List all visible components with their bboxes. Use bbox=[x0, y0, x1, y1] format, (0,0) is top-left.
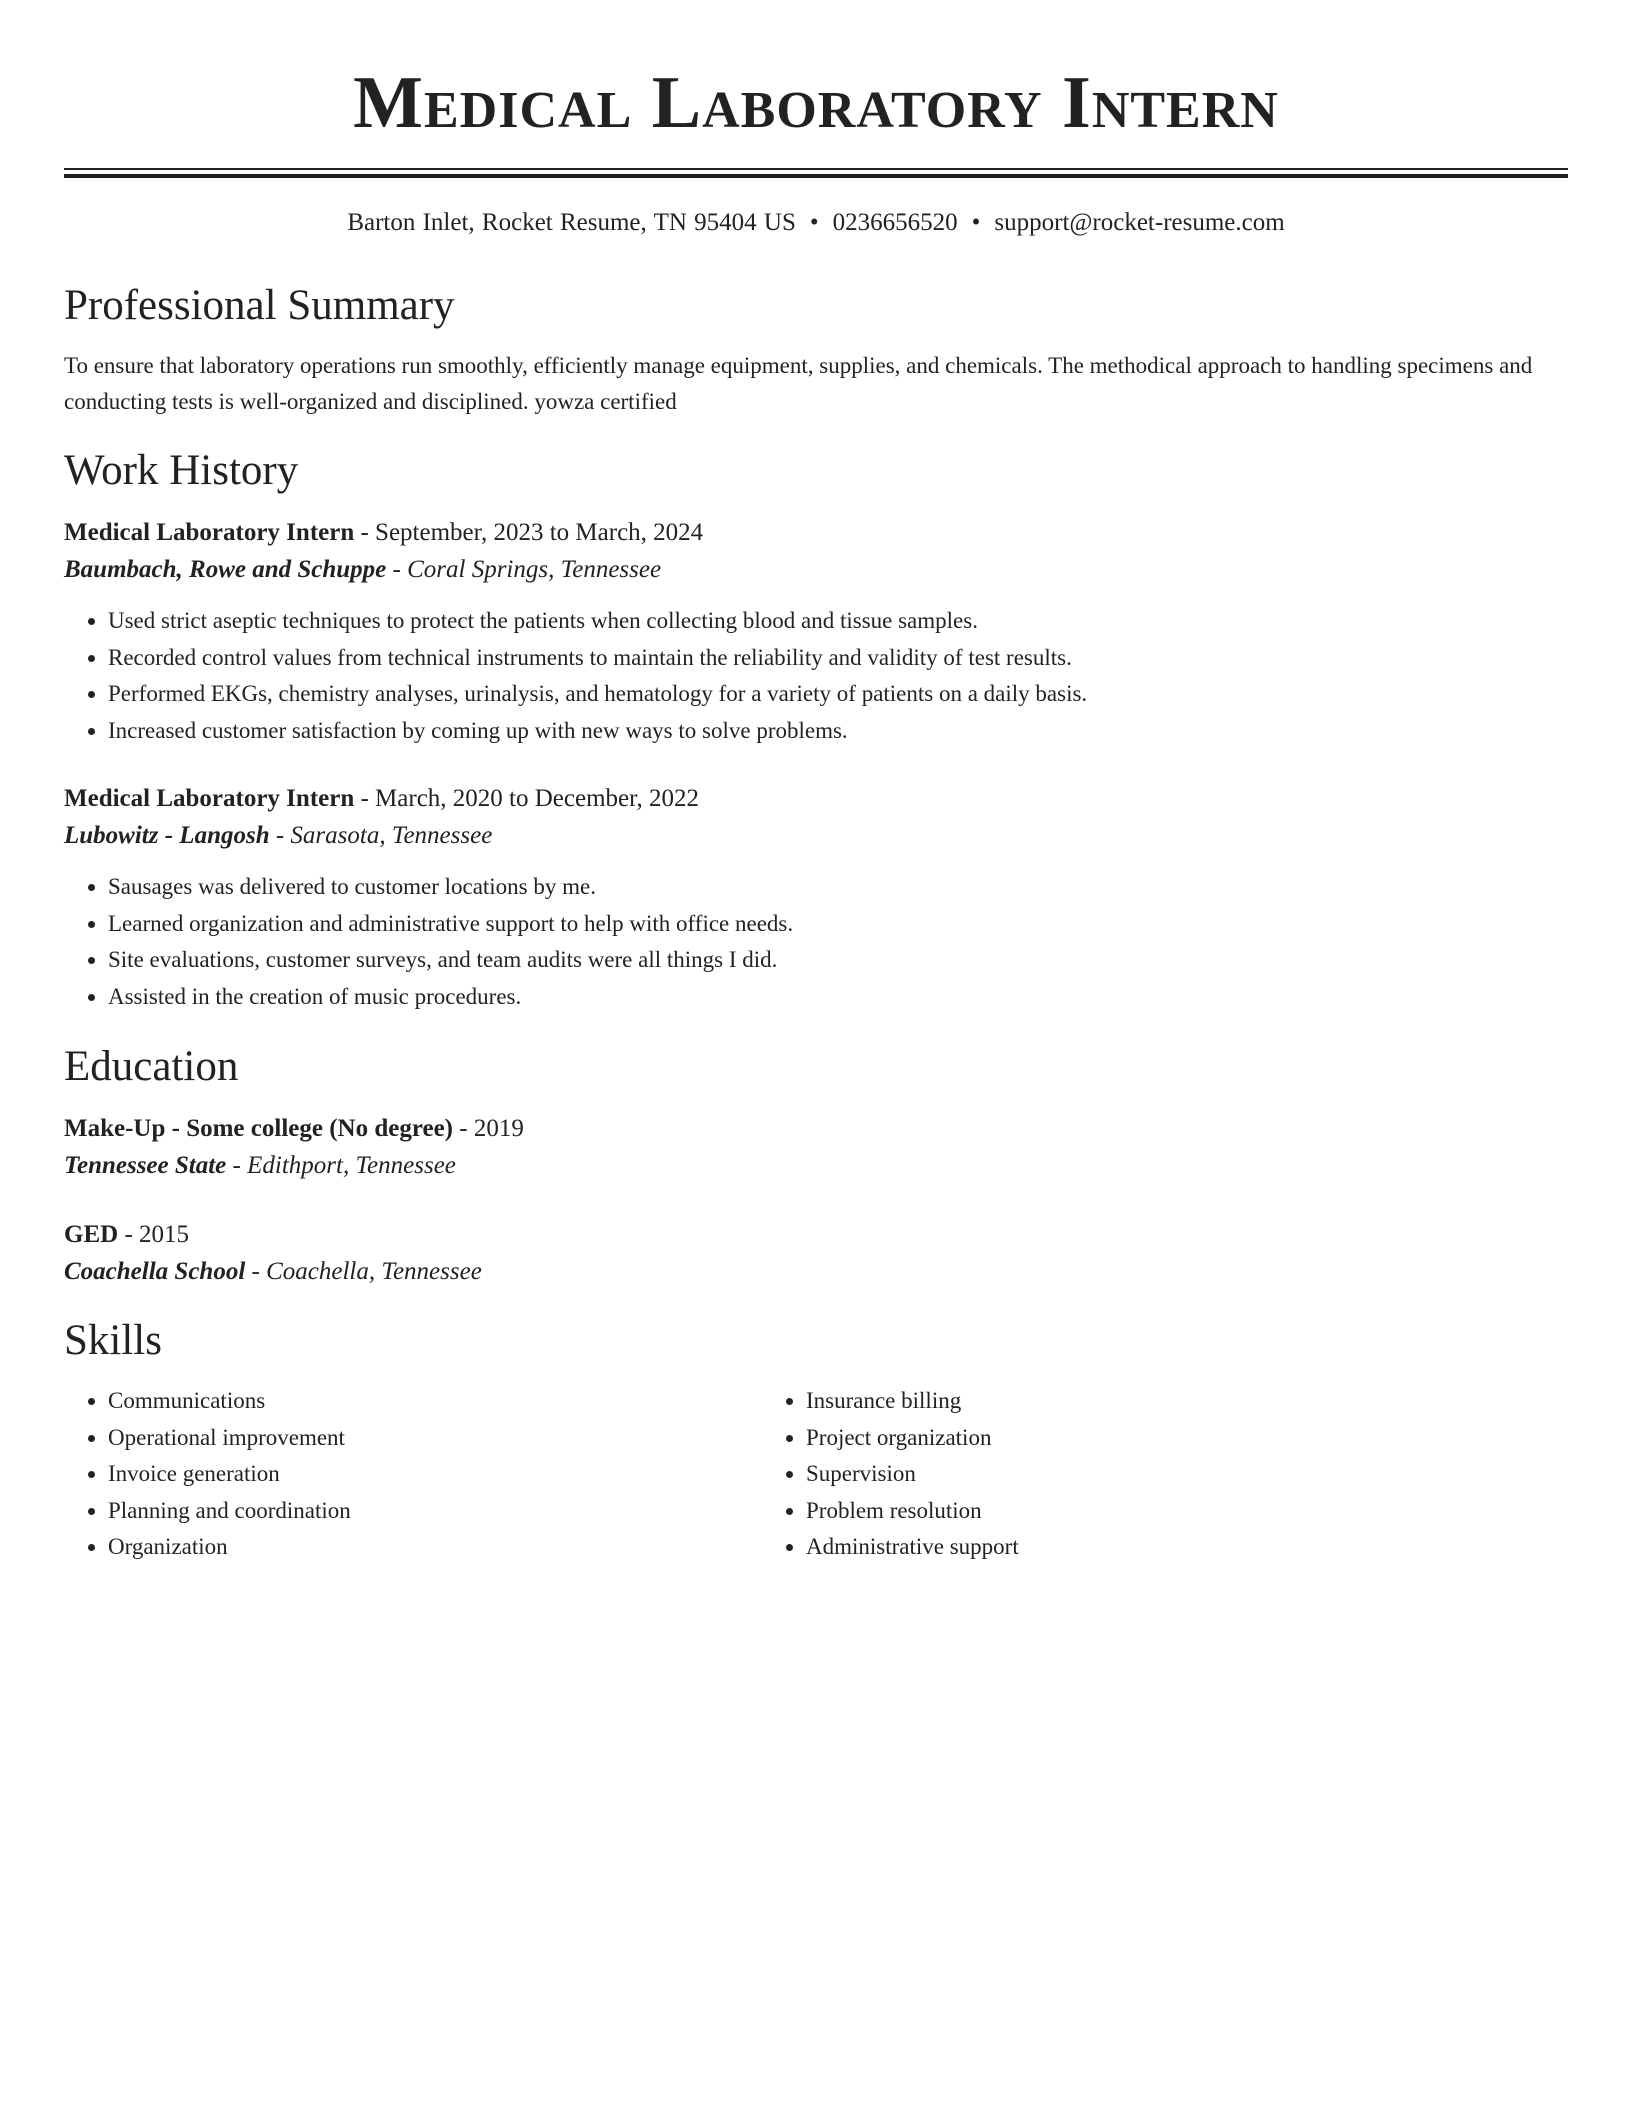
job-bullet: • Recorded control values from technical instruments to maintain the reliability and validity of test results. bbox=[108, 640, 1568, 677]
job-bullet: • Learned organization and administrative support to help with office needs. bbox=[108, 906, 1568, 943]
job-bullets bbox=[64, 869, 1568, 1015]
job-company-line bbox=[64, 551, 1568, 589]
job-bullet: • Sausages was delivered to customer locations by me. bbox=[108, 869, 1568, 906]
job-dates: - March, 2020 to December, 2022 bbox=[354, 785, 699, 812]
education-heading: Education bbox=[64, 1043, 239, 1090]
contact-address: Barton Inlet, Rocket Resume, TN 95404 US bbox=[347, 209, 796, 236]
skill-item: • Problem resolution bbox=[806, 1493, 1522, 1530]
education-school: Tennessee State bbox=[64, 1152, 227, 1179]
job-bullets bbox=[64, 603, 1568, 749]
job-title: Medical Laboratory Intern bbox=[64, 519, 355, 546]
skills-list-left bbox=[64, 1383, 762, 1566]
skill-item: • Administrative support bbox=[806, 1529, 1522, 1566]
job-title-line bbox=[64, 781, 1568, 817]
contact-email: support@rocket-resume.com bbox=[994, 209, 1285, 236]
job-title-line bbox=[64, 515, 1568, 551]
contact-separator: • bbox=[971, 209, 981, 236]
job-bullet: • Site evaluations, customer surveys, and team audits were all things I did. bbox=[108, 942, 1568, 979]
skills-columns bbox=[64, 1383, 1568, 1566]
skills-list-right bbox=[762, 1383, 1522, 1566]
job-bullet: • Increased customer satisfaction by coming up with new ways to solve problems. bbox=[108, 713, 1568, 750]
job-entry bbox=[64, 515, 1568, 749]
work-history-heading: Work History bbox=[64, 447, 299, 494]
skill-item: • Operational improvement bbox=[108, 1420, 762, 1457]
skill-item: • Project organization bbox=[806, 1420, 1522, 1457]
contact-phone: 0236656520 bbox=[832, 209, 958, 236]
job-bullet: • Used strict aseptic techniques to protect the patients when collecting blood and tissue samples. bbox=[108, 603, 1568, 640]
education-degree: Make-Up - Some college (No degree) bbox=[64, 1115, 454, 1142]
skill-item: • Organization bbox=[108, 1529, 762, 1566]
skills-heading: Skills bbox=[64, 1317, 162, 1364]
education-school-line bbox=[64, 1147, 1568, 1185]
job-location: - Coral Springs, Tennessee bbox=[386, 556, 662, 583]
education-degree: GED bbox=[64, 1221, 119, 1248]
education-entry bbox=[64, 1111, 1568, 1185]
skill-item: • Invoice generation bbox=[108, 1456, 762, 1493]
job-company: Lubowitz - Langosh bbox=[64, 822, 270, 849]
skill-item: • Planning and coordination bbox=[108, 1493, 762, 1530]
job-bullet: • Performed EKGs, chemistry analyses, urinalysis, and hematology for a variety of patients on a daily basis. bbox=[108, 676, 1568, 713]
skill-item: • Communications bbox=[108, 1383, 762, 1420]
job-company: Baumbach, Rowe and Schuppe bbox=[64, 556, 387, 583]
education-location: - Coachella, Tennessee bbox=[245, 1258, 482, 1285]
contact-separator: • bbox=[809, 209, 819, 236]
education-location: - Edithport, Tennessee bbox=[226, 1152, 456, 1179]
resume-page bbox=[64, 0, 1568, 1566]
job-dates: - September, 2023 to March, 2024 bbox=[354, 519, 704, 546]
education-entry bbox=[64, 1217, 1568, 1291]
education-year: - 2019 bbox=[453, 1115, 524, 1142]
education-school: Coachella School bbox=[64, 1258, 246, 1285]
job-entry bbox=[64, 781, 1568, 1015]
skill-item: • Insurance billing bbox=[806, 1383, 1522, 1420]
resume-name-heading: Medical Laboratory Intern bbox=[353, 62, 1279, 144]
education-year: - 2015 bbox=[118, 1221, 190, 1248]
job-title: Medical Laboratory Intern bbox=[64, 785, 355, 812]
education-degree-line bbox=[64, 1111, 1568, 1147]
summary-text: To ensure that laboratory operations run smoothly, efficiently manage equipment, supplies, and chemicals. The methodical approach to handling specimens and conducting tests is well-organized and disciplined. yowza certified bbox=[64, 353, 1533, 414]
job-company-line bbox=[64, 817, 1568, 855]
job-location: - Sarasota, Tennessee bbox=[269, 822, 493, 849]
header-double-rule bbox=[64, 168, 1568, 178]
education-school-line bbox=[64, 1253, 1568, 1291]
summary-heading: Professional Summary bbox=[64, 282, 455, 329]
skill-item: • Supervision bbox=[806, 1456, 1522, 1493]
contact-line bbox=[64, 206, 1568, 240]
education-degree-line bbox=[64, 1217, 1568, 1253]
job-bullet: • Assisted in the creation of music procedures. bbox=[108, 979, 1568, 1016]
